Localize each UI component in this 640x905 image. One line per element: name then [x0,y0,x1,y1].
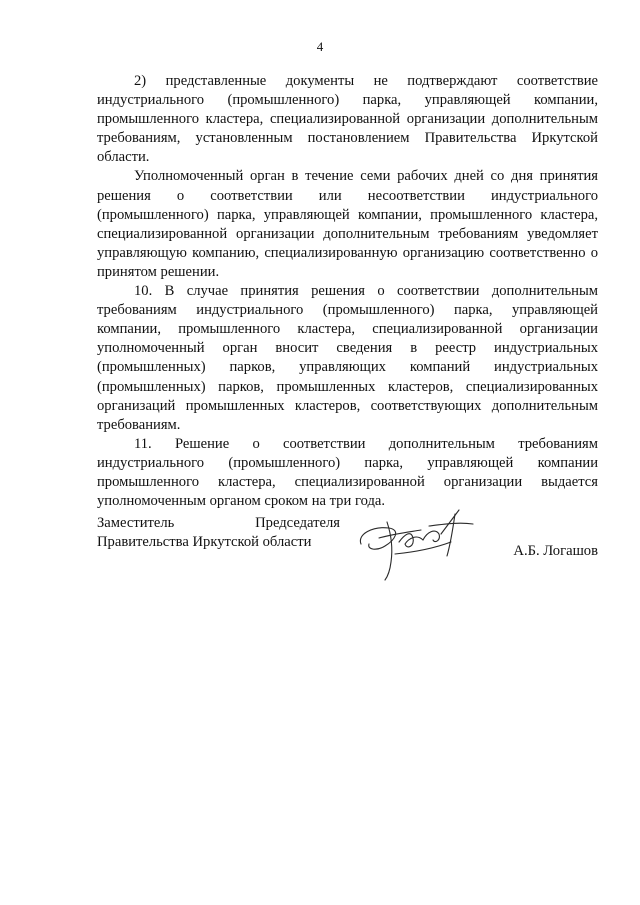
paragraph-clause-11: 11. Решение о соответствии дополнительным требованиям индустриального (промышленного) парка, управляющей компании промышленного кластера, специализированной организации выдается уполномоченным органом сроком на три года. [97,435,598,510]
paragraph-clause-10: 10. В случае принятия решения о соответствии дополнительным требованиям индустриального (промышленного) парка, управляющей компании, промышленного кластера, специализированной организации уполномоченный орган вносит сведения в реестр индустриальных (промышленных) парков, управляющих компаний индустриальных (промышленных) парков, промышленных кластеров, специализированных организаций промышленных кластеров, соответствующих дополнительным требованиям. [97,283,598,433]
paragraph-notification: Уполномоченный орган в течение семи рабочих дней со дня принятия решения о соответствии или несоответствии индустриального (промышленного) парка, управляющей компании, промышленного кластера, специализированной организации дополнительным требованиям уведомляет управляющую компанию, специализированную организацию соответственно о принятом решении. [97,168,598,280]
handwritten-signature [355,504,485,584]
document-body [97,72,598,511]
signatory-title-line2: Правительства Иркутской области [97,534,312,550]
paragraph-item-2-conditions: 2) представленные документы не подтверждают соответствие индустриального (промышленного) парка, управляющей компании, промышленного кластера, специализированной организации дополнительным требованиям, установленным постановлением Правительства Иркутской области. [97,73,598,166]
signatory-title-line1: Заместитель Председателя [97,515,340,531]
page-number: 4 [316,39,324,54]
signature-block [97,514,598,594]
signatory-name: А.Б. Логашов [513,543,598,559]
